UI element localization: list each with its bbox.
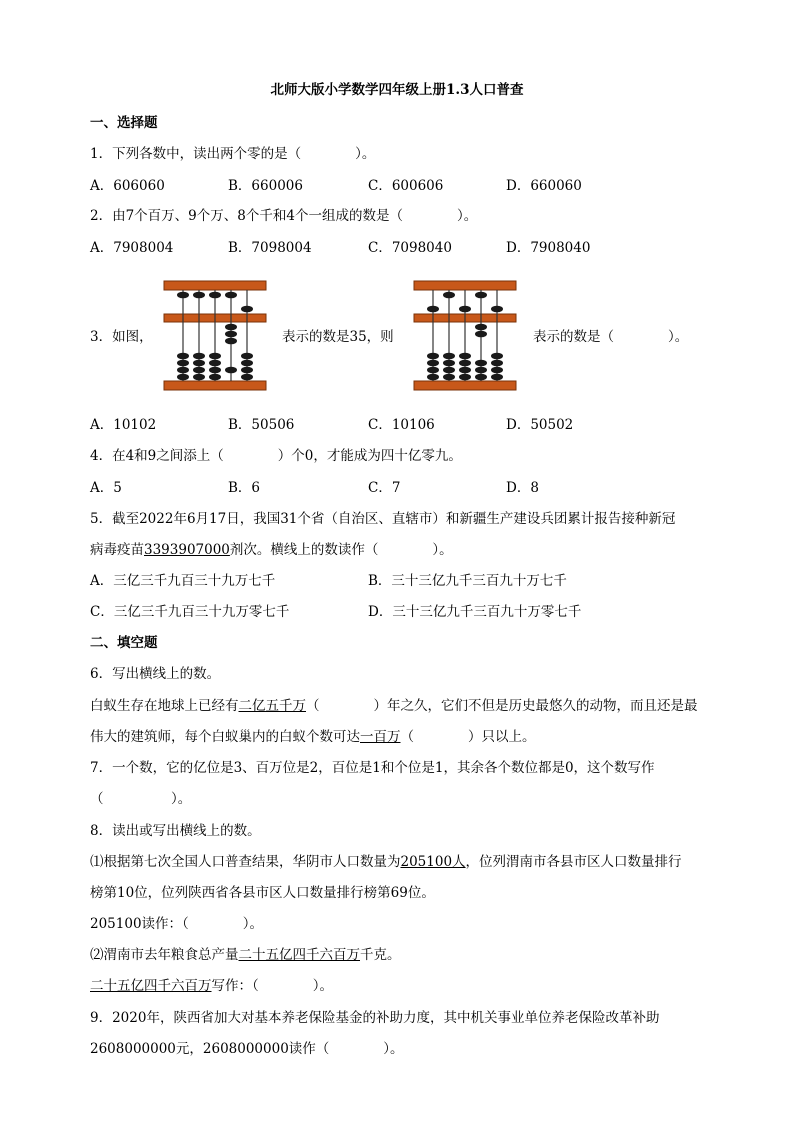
q3-option-b: B．50506 — [228, 417, 295, 433]
question-8-stem: 8．读出或写出横线上的数。 — [90, 823, 261, 839]
q3-option-c: C．10106 — [368, 417, 435, 433]
q1-option-a: A．606060 — [90, 178, 165, 194]
q6-l1-post: （ ）年之久，它们不但是历史最悠久的动物，而且还是最 — [306, 698, 698, 714]
question-6-stem: 6．写出横线上的数。 — [90, 666, 221, 682]
q1-option-c: C．600606 — [368, 178, 444, 194]
q8-p1-pre: ⑴根据第七次全国人口普查结果，华阴市人口数量为 — [90, 854, 401, 870]
q4-option-b: B．6 — [228, 480, 261, 496]
q8-p2-underlined: 二十五亿四千六百万 — [238, 947, 360, 963]
question-9-line1: 9．2020年，陕西省加大对基本养老保险基金的补助力度，其中机关事业单位养老保险改革补助 — [90, 1010, 660, 1026]
question-8-part2-answer — [90, 977, 333, 995]
question-3-middle: 表示的数是35，则 — [282, 329, 394, 345]
q6-l2-post: （ ）只以上。 — [400, 729, 536, 745]
question-9-line2: 2608000000元，2608000000读作（ ）。 — [90, 1041, 404, 1057]
question-7-line1: 7．一个数，它的亿位是3、百万位是2，百位是1和个位是1，其余各个数位都是0，这个数写作 — [90, 760, 655, 776]
q6-l1-underlined: 二亿五千万 — [238, 698, 306, 714]
q4-option-c: C．7 — [368, 480, 401, 496]
section-heading-fill: 二、填空题 — [90, 635, 158, 651]
question-4-stem: 4．在4和9之间添上（ ）个0，才能成为四十亿零九。 — [90, 448, 462, 464]
q2-option-d: D．7908040 — [506, 240, 591, 256]
question-6-line2 — [90, 728, 536, 746]
question-6-line1 — [90, 697, 698, 715]
q8-p2-post: 千克。 — [360, 947, 401, 963]
abacus-image-question — [412, 279, 518, 392]
q4-option-a: A．5 — [90, 480, 122, 496]
question-2-stem: 2．由7个百万、9个万、8个千和4个一组成的数是（ ）。 — [90, 208, 478, 224]
question-3-prefix: 3．如图， — [90, 329, 153, 345]
question-5-line1: 5．截至2022年6月17日，我国31个省（自治区、直辖市）和新疆生产建设兵团累计报告接种新冠 — [90, 511, 676, 527]
q6-l2-underlined: 一百万 — [360, 729, 401, 745]
q8-p1-post: ，位列渭南市各县市区人口数量排行 — [465, 854, 682, 870]
q5-option-b: B．三十三亿九千三百九十万七千 — [368, 573, 567, 589]
abacus-image-35 — [162, 279, 268, 392]
question-7-line2: （ ）。 — [90, 791, 192, 807]
q2-option-a: A．7908004 — [90, 240, 174, 256]
q6-l2-pre: 伟大的建筑师，每个白蚁巢内的白蚁个数可达 — [90, 729, 360, 745]
q3-option-a: A．10102 — [90, 417, 157, 433]
q2-option-c: C．7098040 — [368, 240, 452, 256]
section-heading-choice: 一、选择题 — [90, 115, 158, 131]
question-5-line2 — [90, 541, 453, 559]
q5-option-a: A．三亿三千九百三十九万七千 — [90, 573, 276, 589]
page-title: 北师大版小学数学四年级上册1.3人口普查 — [270, 82, 524, 98]
q5-option-c: C．三亿三千九百三十九万零七千 — [90, 604, 290, 620]
q1-option-d: D．660060 — [506, 178, 582, 194]
question-8-part1-line1 — [90, 853, 682, 871]
question-8-part1-answer: 205100读作：（ ）。 — [90, 916, 264, 932]
q8-p2-answer-post: 写作：（ ）。 — [211, 978, 333, 994]
question-1-stem: 1．下列各数中，读出两个零的是（ ）。 — [90, 146, 376, 162]
q4-option-d: D．8 — [506, 480, 539, 496]
question-8-part1-line2: 榜第10位，位列陕西省各县市区人口数量排行榜第69位。 — [90, 885, 435, 901]
q1-option-b: B．660006 — [228, 178, 303, 194]
q3-option-d: D．50502 — [506, 417, 574, 433]
q5-underlined-number: 3393907000 — [144, 542, 230, 558]
question-3-suffix: 表示的数是（ ）。 — [533, 329, 689, 345]
q6-l1-pre: 白蚁生存在地球上已经有 — [90, 698, 239, 714]
q8-p2-pre: ⑵渭南市去年粮食总产量 — [90, 947, 239, 963]
q5-text-pre: 病毒疫苗 — [90, 542, 144, 558]
q8-p2-answer-underlined: 二十五亿四千六百万 — [90, 978, 212, 994]
q5-text-post: 剂次。横线上的数读作（ ）。 — [229, 542, 453, 558]
q5-option-d: D．三十三亿九千三百九十万零七千 — [368, 604, 582, 620]
q8-p1-underlined: 205100人 — [400, 854, 466, 870]
question-8-part2-line — [90, 946, 401, 964]
q2-option-b: B．7098004 — [228, 240, 312, 256]
